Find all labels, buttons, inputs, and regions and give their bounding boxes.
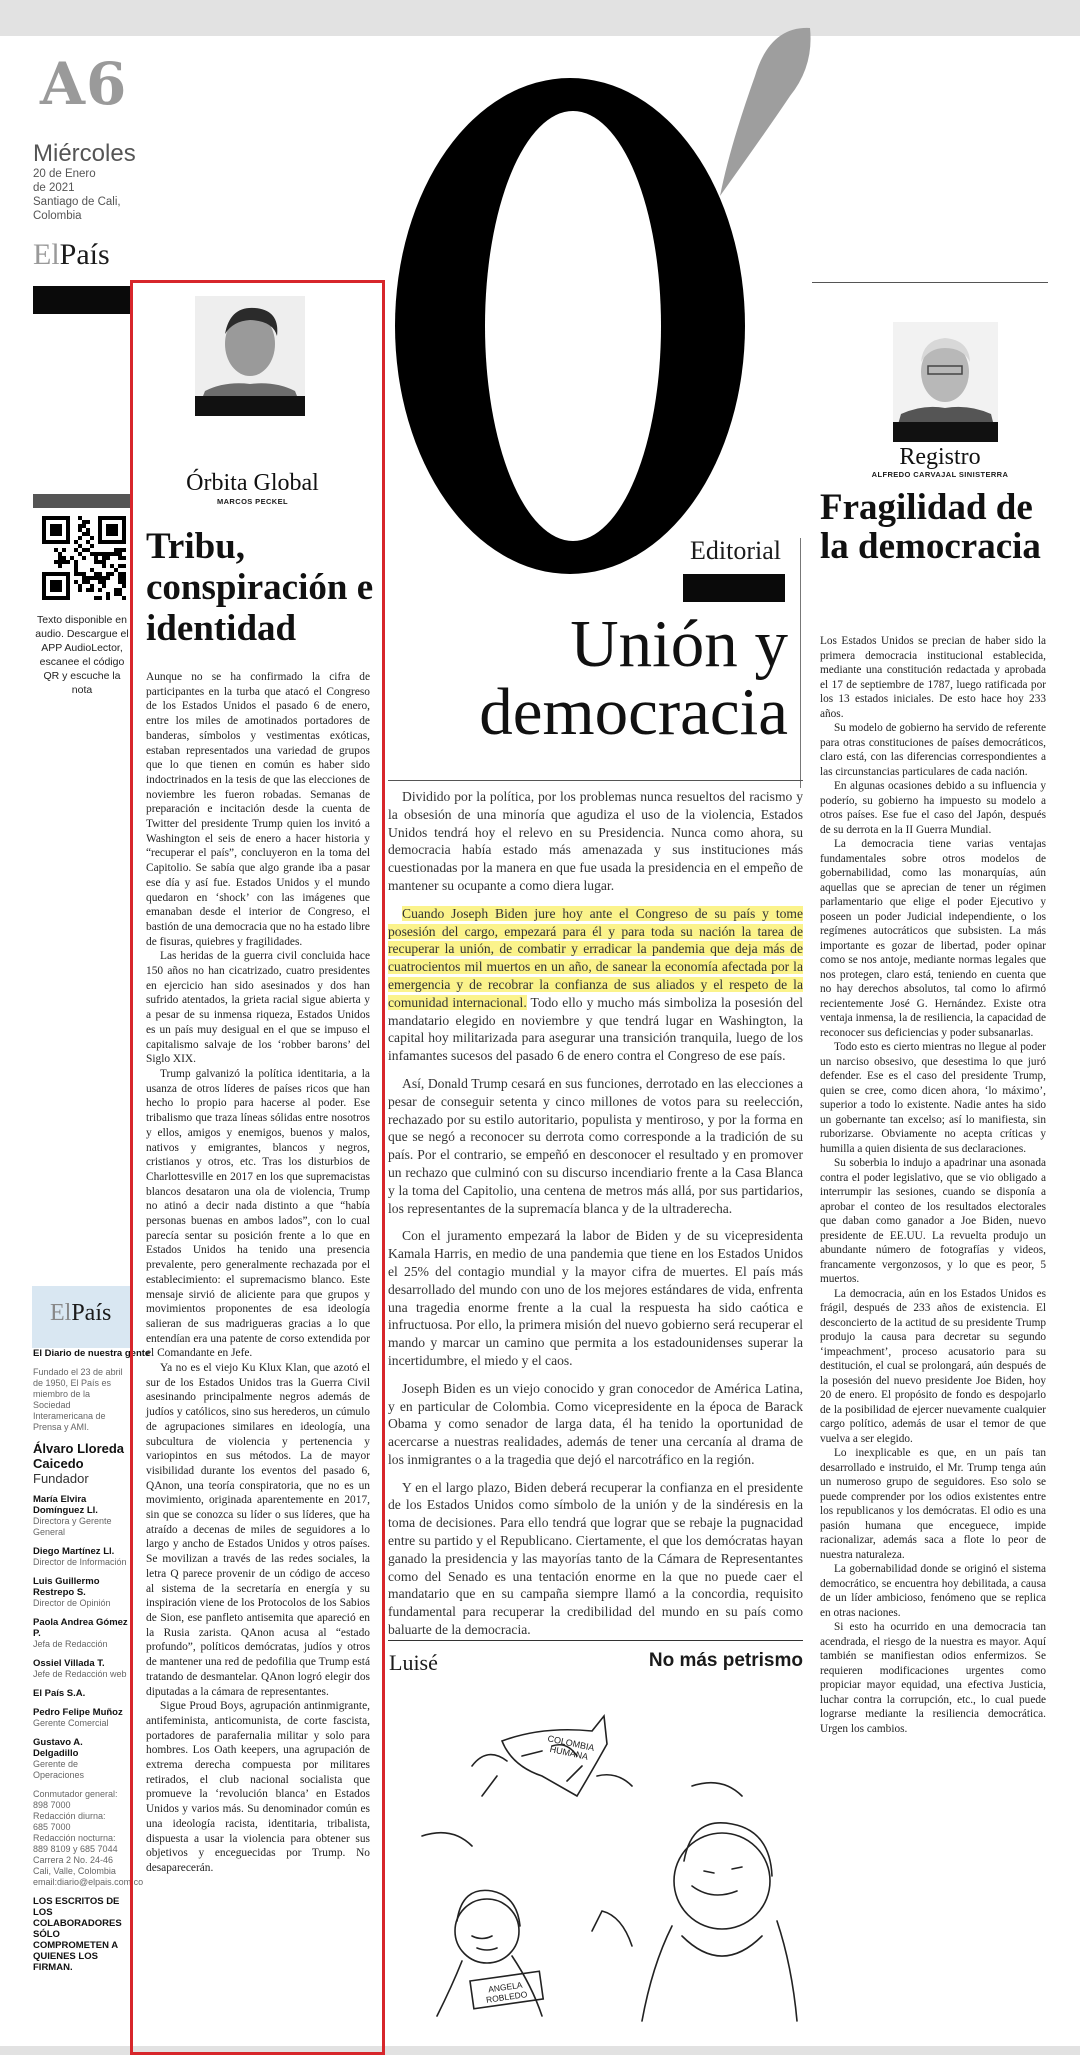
paragraph: Todo esto es cierto mientras no llegue al poder un narciso obsesivo, que desestima lo que juró defender. Ese es el caso del presidente Trump, quien se cree, como dicen ahora, ‘lo máximo’, superior a todo lo existente. Nadie antes ha sido un gobernante tan excelso; así lo manifiesta, sin ruborizarse. Obviamente no acepta críticas y humilla a quien disienta de sus declaraciones. bbox=[820, 1041, 1046, 1155]
page-number: A6 bbox=[40, 50, 128, 118]
staff-role: Director de Información bbox=[33, 1557, 127, 1567]
right-column-photo bbox=[893, 322, 998, 442]
cartoon-label: ANGELA ROBLEDO bbox=[485, 1979, 528, 2005]
qr-code-graphic bbox=[42, 516, 126, 600]
masthead-tagline: El Diario de nuestra gente bbox=[33, 1348, 151, 1359]
paragraph-text: Con el juramento empezará la labor de Biden y de su vicepresidenta Kamala Harris, en medio de una pandemia que tiene en los Estados Unidos el 25% del contagio mundial y la mayor cifra de muertes. El país más desarrollado del mundo con uno de los mejores estándares de vida, enfrenta una tragedia enorme frente a la cual la respuesta ha sido caótica e infructuosa. Por ello, la primera misión del nuevo gobierno será recuperar el mando y marcar un camino que permita a los estadounidenses superar la incertidumbre, el miedo y el caos. bbox=[388, 1228, 803, 1368]
staff-role: Gerente de Operaciones bbox=[33, 1759, 85, 1780]
staff-role: Director de Opinión bbox=[33, 1598, 111, 1608]
editorial-paragraph bbox=[388, 1479, 803, 1639]
contact-line: Conmutador general: bbox=[33, 1789, 118, 1799]
contact-line: email:diario@elpais.com.co bbox=[33, 1877, 144, 1887]
editorial-paragraph bbox=[388, 1227, 803, 1369]
founder-role: Fundador bbox=[33, 1471, 89, 1486]
left-rail-rule bbox=[33, 494, 133, 508]
staff-name: Pedro Felipe Muñoz bbox=[33, 1707, 123, 1718]
date-line: 20 de Enero bbox=[33, 168, 96, 180]
company-name: El País S.A. bbox=[33, 1688, 86, 1699]
masthead-brand-suffix: País bbox=[71, 1300, 112, 1326]
contact-line: Redacción diurna: bbox=[33, 1811, 106, 1821]
author-photo bbox=[195, 296, 305, 416]
right-column-author: ALFREDO CARVAJAL SINISTERRA bbox=[871, 470, 1009, 479]
editorial-body bbox=[388, 788, 803, 1649]
left-column-photo bbox=[195, 296, 305, 416]
editorial-paragraph bbox=[388, 1380, 803, 1469]
paragraph: La democracia tiene varias ventajas fundamentales sobre otros modelos de gobernabilidad, como las monarquías, aún aquellas que se aprecian de tener un régimen parlamentario que elige el poder Ejecutivo y poseen un poder Judicial independiente, o los regímenes autocráticos que subsisten. La más importante es gozar de libertad, poder opinar como se nos antoje, mediante normas legales que nos protegen, claro está, teniendo en cuenta que no hay derechos absolutos, tal como lo afirmó recientemente José G. Hernández. Existe otra ventaja inmensa, la de resiliencia, la capacidad de reconocer sus deficiencias y poder subsanarlas. bbox=[820, 838, 1046, 1039]
brand-logo bbox=[33, 238, 110, 272]
paragraph: Sigue Proud Boys, agrupación antinmigrante, antifeminista, anticomunista, de corte fascista, portadores de parafernalia militar y solo para hombres. Los Oath keepers, una agrupación de extrema derecha compuesta por militares retirados, el club nacional socialista que promueve la ‘revolución blanca’ en Estados Unidos y varios más. Su denominador común es una ideología racista, identitaria, tribalista, dispuesta a usar la violencia para obtener sus objetivos y enceguecidas por Trump. No desaparecerán. bbox=[146, 1700, 370, 1874]
left-column-body bbox=[146, 670, 370, 1876]
brand-suffix: País bbox=[59, 238, 110, 271]
paragraph: Ya no es el viejo Ku Klux Klan, que azotó el sur de los Estados Unidos tras la Guerra Civil asesinando principalmente negros además de judíos y católicos, sino sus herederos, un cúmulo de agrupaciones similares en ideología, una subcultura de violencia y pertenencia y variopintos en sus métodos. La de mayor visibilidad durante los eventos del pasado 6, QAnon, una teoría conspiratoria, que no es un movimiento, originada aparentemente en 2017, sin que se conozca su líder o sus líderes, que ha atraído a decenas de miles de seguidores a lo largo y ancho de Estados Unidos y otros países. Se movilizan a través de las redes sociales, la letra Q parece provenir de un código de acceso al sistema de la secretaría en energía y su inspiración viene de los Protocolos de los Sabios de Sion, ese panfleto antisemita que apareció en la Rusia zarista. QAnon acusa al “estado profundo”, políticos demócratas, judíos y otros de mantener una red de pedofilia que Trump está tratando de desmantelar. QAnon logró elegir dos diputadas a la cámara de representantes. bbox=[146, 1362, 370, 1698]
contact-line: 685 7000 bbox=[33, 1822, 71, 1832]
right-author-photo bbox=[893, 322, 998, 442]
staff-name: María Elvira Domínguez Ll. bbox=[33, 1494, 98, 1516]
highlighted-text: Cuando Joseph Biden jure hoy ante el Congreso de su país y tome posesión del cargo, empezará para él y para toda su nación la tarea de recuperar la unión, de combatir y erradicar la pandemia que deja más de cuatrocientos mil muertos en un año, de sanear la economía afectada por la emergencia y de recobrar la confianza de sus aliados y el respeto de la comunidad internacional. bbox=[388, 905, 803, 1010]
contact-line: Carrera 2 No. 24-46 bbox=[33, 1855, 114, 1865]
founder-name: Álvaro Lloreda Caicedo bbox=[33, 1441, 125, 1471]
paragraph: En algunas ocasiones debido a su influencia y poderío, su gobierno ha impuesto su modelo a otros países. Ese fue el caso del Japón, después de su derrota en la II Guerra Mundial. bbox=[820, 780, 1046, 836]
paragraph: Trump galvanizó la política identitaria, a la usanza de otros líderes de países ricos que han hecho lo propio para hacerse al poder. Ese tribalismo que traza líneas sólidas entre nosotros y ellos, amigos y enemigos, buenos y malos, nativos y emigrantes, blancos y negros, cristianos y otros, etc. Tras los disturbios de Charlottesville en 2017 en los que supremacistas blancos desataron una ola de violencia, Trump no atinó a decir nada distinto a que “había personas buenas en ambos lados”, con lo cual parecía sentar su posición frente a lo que en Estados Unidos ha tenido una presencia prevalente, pero generalmente rechazada por el establecimiento: el supremacismo blanco. Este mensaje sirvió de aliciente para que grupos y movimientos proponentes de esa ideología salieran de sus madrigueras gracias a lo que entendían era una patente de corso extendida por el Comandante en Jefe. bbox=[146, 1067, 370, 1360]
newspaper-page bbox=[0, 36, 1080, 2046]
brand-prefix: El bbox=[33, 238, 60, 271]
date-line: Santiago de Cali, bbox=[33, 196, 121, 208]
date-line: Colombia bbox=[33, 210, 82, 222]
paragraph: Si esto ha ocurrido en una democracia tan acendrada, el riesgo de la nuestra es mayor. Aquí también se manifiestan odios enfermizos. Se requieren modificaciones urgentes como propiciar mayor equidad, una efectiva Justicia, luchar contra la corrupción, etc., lo cual puede lograrse mediante la resiliencia democrática. Urgen los cambios. bbox=[820, 1621, 1046, 1735]
staff-entry bbox=[33, 1707, 129, 1729]
paragraph: Su modelo de gobierno ha servido de referente para otras constituciones de países democráticos, claro está, con las diferencias correspondientes a las circunstancias particulares de cada nación. bbox=[820, 722, 1046, 778]
dateline bbox=[33, 167, 121, 223]
masthead bbox=[33, 1348, 151, 1981]
paragraph: Las heridas de la guerra civil concluida hace 150 años no han cicatrizado, cuatro presidentes en ejercicio han sido asesinados y dos han sufrido atentados, la grieta racial sigue abierta y a pesar de su inmensa riqueza, Estados Unidos es un país muy desigual en el que se impuso el capitalismo salvaje de los ‘robber barons’ del Siglo XIX. bbox=[146, 950, 370, 1066]
paragraph-text: Todo ello y mucho más simboliza la posesión del mandatario elegido en noviembre y que tendrá lugar en Washington, la capital hoy militarizada para asegurar una transición tranquila, luego de los infamantes sucesos del pasado 6 de enero contra el Congreso de ese país. bbox=[388, 994, 804, 1064]
big-o-graphic bbox=[370, 26, 810, 606]
paragraph: La democracia, aún en los Estados Unidos es frágil, después de 233 años de existencia. El desconcierto de la actitud de su presidente Trump produjo la causa para decretar su segundo ‘impeachment’, proceso acusatorio para su destitución, el cual se prolongará, aún después de la posesión del nuevo presidente Joe Biden, hoy 20 de enero. El propósito de fondo es despojarlo de la posibilidad de ejercer nuevamente cualquier cargo político, además de usar el temor de que vuelva a ser elegido. bbox=[820, 1287, 1046, 1445]
paragraph: Lo inexplicable es que, en un país tan desarrollado e instruido, el Mr. Trump tenga aún un numeroso grupo de seguidores. Eso solo se puede comprender por los odios existentes entre los republicanos y los demócratas. El odio es una pasión humana que enceguece, impide racionalizar, además saca a flote lo peor de nuestra naturaleza. bbox=[820, 1447, 1046, 1561]
cartoon-top-rule bbox=[388, 1640, 803, 1641]
paragraph: Su soberbia lo indujo a apadrinar una asonada contra el poder legislativo, que se vio obligado a interrumpir las sesiones, cuando se disponía a aprobar el conteo de los resultados electorales que daban como ganador a Joe Biden, nuevo presidente de EE.UU. La revuelta produjo un abundante número de fotografías y videos, francamente vergonzosos, y lo que es peor, 5 muertos. bbox=[820, 1157, 1046, 1285]
cartoon-drawing bbox=[392, 1686, 802, 2026]
qr-note: Texto disponible en audio. Descargue el APP AudioLector, escanee el código QR y escuche la nota bbox=[35, 614, 129, 696]
paragraph: Aunque no se ha confirmado la cifra de participantes en la turba que atacó el Congreso de los Estados Unidos el pasado 6 de enero, entre los miles de amotinados portadores de banderas, símbolos y vestimentas exóticas, estaban representados una variedad de grupos que lo que tienen en común es haber sido indoctrinados en la tesis de que las elecciones de noviembre les fueron robadas. Semanas de preparación e incitación desde la cuenta de Twitter del presidente Trump quien los invitó a Washington el seis de enero a hacer historia y “recuperar el país”, concluyeron en la toma del Capitolio. Se sabía que algo grande iba a pasar ese día y así fue. Estados Unidos y el mundo quedaron en ‘shock’ con las imágenes que emanaban desde el interior de Congreso, el bastión de una democracia que no ha estado libre de fisuras, quiebres y fragilidades. bbox=[146, 671, 370, 948]
paragraph: Los Estados Unidos se precian de haber sido la primera democracia institucional establecida, mediante una constitución redactada y aprobada el 17 de septiembre de 1787, luego ratificada por los 13 estados iniciales. De esto hace hoy 233 años. bbox=[820, 635, 1046, 720]
cartoon-title: No más petrismo bbox=[648, 1650, 803, 1671]
staff-entry bbox=[33, 1737, 129, 1781]
contact-info bbox=[33, 1789, 144, 1888]
editorial-paragraph bbox=[388, 1075, 803, 1217]
contact-line: 898 7000 bbox=[33, 1800, 71, 1810]
editorial-top-rule bbox=[388, 780, 803, 781]
staff-role: Gerente Comercial bbox=[33, 1718, 109, 1728]
masthead-brand-prefix: El bbox=[50, 1300, 72, 1326]
disclaimer: LOS ESCRITOS DE LOS COLABORADORES SÓLO COMPROMETEN A QUIENES LOS FIRMAN. bbox=[33, 1896, 122, 1973]
cartoon-artist: Luisé bbox=[389, 1650, 438, 1675]
staff-entry bbox=[33, 1576, 129, 1609]
header-bar bbox=[33, 286, 133, 314]
editorial-label-bar bbox=[683, 574, 785, 602]
right-column-headline: Fragilidad de la democracia bbox=[820, 487, 1041, 567]
paragraph-text: Joseph Biden es un viejo conocido y gran conocedor de América Latina, y en particular de Colombia. Como vicepresidente en la época de Barack Obama y como senador de larga data, él ha tenido la oportunidad de acercarse a nuestras realidades, además de tener una cercanía al drama de los inmigrantes o a la tragedia que dejó el narcotráfico en la región. bbox=[388, 1380, 803, 1467]
masthead-logo bbox=[32, 1286, 132, 1348]
staff-role: Jefe de Redacción web bbox=[33, 1669, 127, 1679]
editorial-paragraph bbox=[388, 788, 803, 895]
headline-line: democracia bbox=[479, 675, 788, 749]
staff-entry bbox=[33, 1546, 129, 1568]
cartoon-label: COLOMBIA HUMANA bbox=[546, 1733, 596, 1762]
staff-list-2 bbox=[33, 1707, 129, 1781]
paragraph-text: Dividido por la política, por los problemas nunca resueltos del racismo y la obsesión de una minoría que agudiza el uso de la violencia, Estados Unidos tendrá hoy el relevo en su Presidencia. Nunca como ahora, su democracia había estado más amenazada y sus instituciones más cuestionadas por la manera en que fue usada la presidencia en el empeño de mantener su ocupante a como diera lugar. bbox=[388, 789, 803, 893]
staff-entry bbox=[33, 1494, 129, 1538]
column-section-title: Órbita Global bbox=[186, 470, 319, 496]
right-top-rule bbox=[812, 282, 1048, 283]
contact-line: 889 8109 y 685 7044 bbox=[33, 1844, 118, 1854]
right-section-title: Registro bbox=[899, 444, 981, 470]
staff-name: Diego Martínez Ll. bbox=[33, 1546, 115, 1557]
weekday: Miércoles bbox=[33, 140, 136, 167]
right-column-body bbox=[820, 634, 1046, 1736]
staff-name: Gustavo A. Delgadillo bbox=[33, 1737, 83, 1759]
contact-line: Cali, Valle, Colombia bbox=[33, 1866, 116, 1876]
date-line: de 2021 bbox=[33, 182, 75, 194]
staff-entry bbox=[33, 1658, 129, 1680]
editorial-headline bbox=[380, 607, 788, 749]
paragraph: La gobernabilidad donde se originó el sistema democrático, se encuentra hoy debilitada, a causa de un líder ambicioso, fenómeno que se replica en otras naciones. bbox=[820, 1563, 1046, 1619]
big-letter-o bbox=[370, 26, 810, 606]
contact-line: Redacción nocturna: bbox=[33, 1833, 116, 1843]
staff-name: Luis Guillermo Restrepo S. bbox=[33, 1576, 100, 1598]
left-column-headline: Tribu, conspiración e identidad bbox=[146, 526, 374, 649]
staff-role: Jefa de Redacción bbox=[33, 1639, 108, 1649]
cartoon-sketch bbox=[392, 1686, 802, 2026]
staff-list bbox=[33, 1494, 129, 1680]
editorial-vertical-rule bbox=[800, 538, 801, 788]
staff-name: Ossiel Villada T. bbox=[33, 1658, 105, 1669]
headline-line: Unión y bbox=[570, 607, 788, 681]
paragraph-text: Y en el largo plazo, Biden deberá recuperar la confianza en el presidente de los Estados Unidos como símbolo de la unión y de la sindéresis en la toma de decisiones. Para ello tendrá que lograr que se rebaje la pugnacidad entre su partido y el Republicano. Ciertamente, el que los demócratas hayan ganado la presidencia y las mayorías tanto de la Cámara de Representantes como del Senado es una tentación enorme en la que no puede caer el mandatario que en su campaña siempre llamó a la concordia, requisito fundamental para recuperar la credibilidad del mundo en su país como baluarte de la democracia. bbox=[388, 1479, 803, 1638]
staff-name: Paola Andrea Gómez P. bbox=[33, 1617, 128, 1639]
editorial-label: Editorial bbox=[690, 536, 781, 565]
masthead-founded: Fundado el 23 de abril de 1950, El País es miembro de la Sociedad Interamericana de Prensa y AMI. bbox=[33, 1367, 123, 1432]
paragraph-text: Así, Donald Trump cesará en sus funciones, derrotado en las elecciones a pesar de conseguir setenta y cinco millones de votos para su reelección, rechazado por su estilo autoritario, populista y mentiroso, y por la forma en que se negó a reconocer su derrota como corresponde a la tradición de su país. Por el contrario, se empeñó en desconocer el resultado y en promover un rechazo que culminó con su discurso incendiario frente a la Casa Blanca y la toma del Capitolio, una centena de metros más allá, por sus partidarios, los representantes de la supremacía blanca y de la ultraderecha. bbox=[388, 1075, 803, 1216]
column-author: MARCOS PECKEL bbox=[216, 497, 289, 506]
qr-code[interactable] bbox=[42, 516, 126, 600]
editorial-paragraph bbox=[388, 905, 803, 1065]
staff-entry bbox=[33, 1617, 129, 1650]
staff-role: Directora y Gerente General bbox=[33, 1516, 112, 1537]
